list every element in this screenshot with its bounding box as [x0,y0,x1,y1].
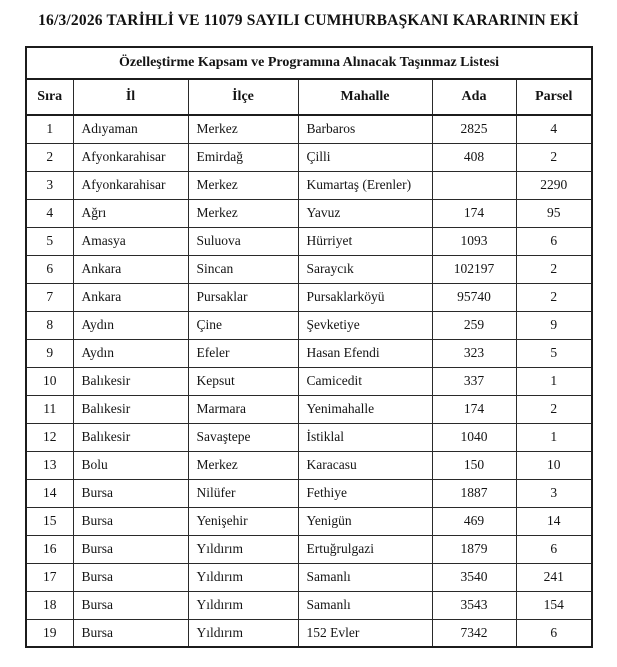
cell-ada [432,171,516,199]
cell-ilce: Yenişehir [188,507,298,535]
cell-il: Balıkesir [73,423,188,451]
table-row [26,479,592,507]
cell-sira: 15 [26,507,73,535]
cell-parsel: 2 [516,395,592,423]
cell-ada: 3540 [432,563,516,591]
cell-sira: 13 [26,451,73,479]
column-header-ada: Ada [432,79,516,115]
cell-ilce: Suluova [188,227,298,255]
cell-sira: 5 [26,227,73,255]
cell-parsel: 1 [516,367,592,395]
cell-sira: 18 [26,591,73,619]
cell-ada: 323 [432,339,516,367]
cell-sira: 4 [26,199,73,227]
cell-sira: 3 [26,171,73,199]
cell-mahalle: Çilli [298,143,432,171]
cell-ilce: Nilüfer [188,479,298,507]
cell-il: Balıkesir [73,367,188,395]
cell-sira: 6 [26,255,73,283]
cell-parsel: 95 [516,199,592,227]
cell-ilce: Savaştepe [188,423,298,451]
cell-mahalle: Yavuz [298,199,432,227]
cell-parsel: 6 [516,535,592,563]
cell-ilce: Yıldırım [188,535,298,563]
table-row [26,283,592,311]
cell-parsel: 6 [516,227,592,255]
cell-mahalle: Saraycık [298,255,432,283]
cell-mahalle: Hürriyet [298,227,432,255]
table-row [26,367,592,395]
cell-ada: 1887 [432,479,516,507]
cell-il: Aydın [73,339,188,367]
cell-ilce: Merkez [188,199,298,227]
table-row [26,311,592,339]
table-row [26,451,592,479]
table-row [26,199,592,227]
table-row [26,115,592,143]
cell-ilce: Emirdağ [188,143,298,171]
cell-sira: 7 [26,283,73,311]
cell-il: Balıkesir [73,395,188,423]
cell-ilce: Merkez [188,115,298,143]
cell-sira: 11 [26,395,73,423]
table-row [26,143,592,171]
cell-mahalle: Şevketiye [298,311,432,339]
cell-il: Bolu [73,451,188,479]
cell-il: Bursa [73,619,188,647]
cell-ilce: Efeler [188,339,298,367]
cell-ada: 1093 [432,227,516,255]
cell-il: Ankara [73,255,188,283]
cell-mahalle: Barbaros [298,115,432,143]
document-title: 16/3/2026 TARİHLİ VE 11079 SAYILI CUMHURBAŞKANI KARARININ EKİ [38,12,579,29]
cell-parsel: 5 [516,339,592,367]
cell-sira: 2 [26,143,73,171]
cell-il: Amasya [73,227,188,255]
table-row [26,255,592,283]
cell-il: Ağrı [73,199,188,227]
column-header-ilce: İlçe [188,79,298,115]
cell-mahalle: Karacasu [298,451,432,479]
cell-sira: 1 [26,115,73,143]
cell-il: Bursa [73,591,188,619]
cell-sira: 10 [26,367,73,395]
cell-il: Afyonkarahisar [73,143,188,171]
table-row [26,227,592,255]
table-body [26,115,592,647]
cell-mahalle: Samanlı [298,563,432,591]
cell-ilce: Sincan [188,255,298,283]
column-header-mahalle: Mahalle [298,79,432,115]
cell-parsel: 2 [516,283,592,311]
cell-mahalle: İstiklal [298,423,432,451]
table-row [26,591,592,619]
property-list-table [25,46,593,648]
cell-ada: 337 [432,367,516,395]
cell-ilce: Marmara [188,395,298,423]
cell-sira: 8 [26,311,73,339]
table-row [26,339,592,367]
cell-parsel: 10 [516,451,592,479]
table-row [26,507,592,535]
cell-parsel: 3 [516,479,592,507]
cell-parsel: 2290 [516,171,592,199]
cell-parsel: 6 [516,619,592,647]
cell-mahalle: Yenimahalle [298,395,432,423]
cell-ada: 1040 [432,423,516,451]
table-row [26,171,592,199]
cell-parsel: 1 [516,423,592,451]
cell-sira: 12 [26,423,73,451]
table-row [26,423,592,451]
cell-ada: 150 [432,451,516,479]
cell-ada: 102197 [432,255,516,283]
table-header-row [26,79,592,115]
cell-il: Bursa [73,563,188,591]
cell-ada: 469 [432,507,516,535]
cell-ada: 408 [432,143,516,171]
cell-parsel: 2 [516,143,592,171]
cell-ilce: Yıldırım [188,619,298,647]
cell-ada: 2825 [432,115,516,143]
cell-ilce: Pursaklar [188,283,298,311]
cell-mahalle: Yenigün [298,507,432,535]
cell-il: Bursa [73,507,188,535]
cell-il: Ankara [73,283,188,311]
cell-ilce: Yıldırım [188,591,298,619]
cell-mahalle: Camicedit [298,367,432,395]
cell-ilce: Merkez [188,171,298,199]
cell-parsel: 9 [516,311,592,339]
table-row [26,395,592,423]
cell-mahalle: 152 Evler [298,619,432,647]
cell-mahalle: Ertuğrulgazi [298,535,432,563]
cell-mahalle: Hasan Efendi [298,339,432,367]
table-row [26,619,592,647]
cell-parsel: 154 [516,591,592,619]
cell-sira: 14 [26,479,73,507]
table-caption: Özelleştirme Kapsam ve Programına Alınacak Taşınmaz Listesi [26,47,592,79]
cell-parsel: 241 [516,563,592,591]
cell-ilce: Çine [188,311,298,339]
column-header-il: İl [73,79,188,115]
cell-parsel: 2 [516,255,592,283]
cell-ada: 174 [432,395,516,423]
cell-sira: 17 [26,563,73,591]
cell-mahalle: Samanlı [298,591,432,619]
cell-ada: 7342 [432,619,516,647]
cell-parsel: 4 [516,115,592,143]
cell-il: Aydın [73,311,188,339]
cell-il: Bursa [73,479,188,507]
cell-il: Adıyaman [73,115,188,143]
cell-ada: 259 [432,311,516,339]
cell-ilce: Merkez [188,451,298,479]
cell-ada: 174 [432,199,516,227]
cell-ilce: Yıldırım [188,563,298,591]
column-header-parsel: Parsel [516,79,592,115]
cell-il: Bursa [73,535,188,563]
cell-mahalle: Fethiye [298,479,432,507]
column-header-sira: Sıra [26,79,73,115]
cell-ada: 1879 [432,535,516,563]
cell-parsel: 14 [516,507,592,535]
cell-sira: 16 [26,535,73,563]
cell-ada: 3543 [432,591,516,619]
cell-mahalle: Pursaklarköyü [298,283,432,311]
cell-il: Afyonkarahisar [73,171,188,199]
cell-mahalle: Kumartaş (Erenler) [298,171,432,199]
table-row [26,563,592,591]
cell-ada: 95740 [432,283,516,311]
table-caption-row [26,47,592,79]
cell-sira: 19 [26,619,73,647]
table-row [26,535,592,563]
cell-sira: 9 [26,339,73,367]
cell-ilce: Kepsut [188,367,298,395]
